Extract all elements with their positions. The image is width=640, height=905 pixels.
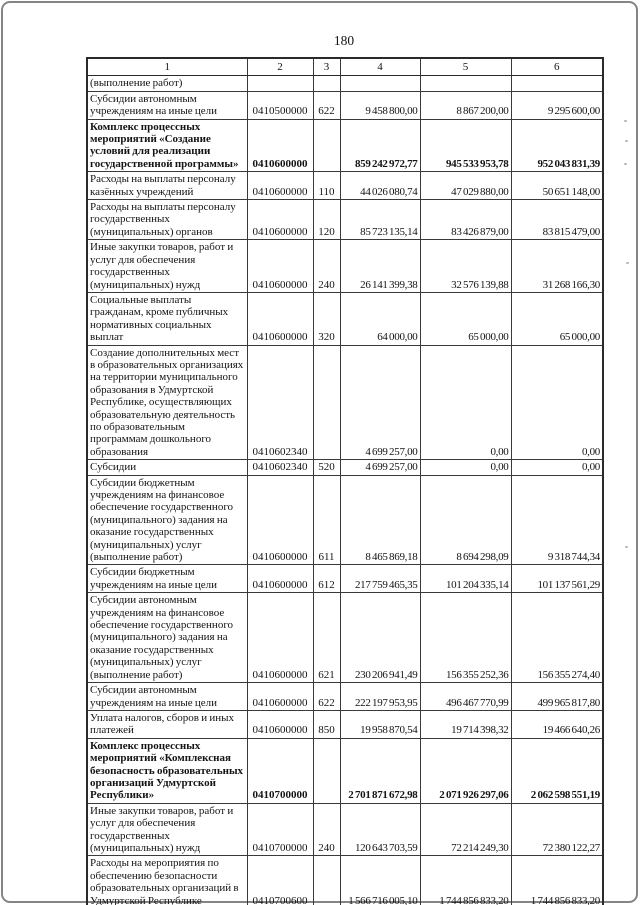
row-label: (выполнение работ) [87,76,247,91]
amount-col5 [420,76,511,91]
expense-type-code [313,76,340,91]
column-header-5: 5 [420,58,511,76]
expense-type-code: 120 [313,200,340,240]
amount-col5: 0,00 [420,460,511,475]
table-row [87,460,603,475]
row-label: Комплекс процессных мероприятий «Создание условий для реализации государственной программы» [87,119,247,172]
table-row [87,475,603,565]
row-label: Субсидии [87,460,247,475]
row-label: Комплекс процессных мероприятий «Комплексная безопасность образовательных организаций Удмуртской Республики» [87,738,247,803]
table-row [87,738,603,803]
amount-col5: 47 029 880,00 [420,172,511,200]
target-code: 0410600000 [247,683,313,711]
target-code: 0410600000 [247,119,313,172]
amount-col4: 120 643 703,59 [340,803,420,856]
scan-artifact [626,262,629,264]
amount-col6: 156 355 274,40 [511,593,603,683]
budget-table [86,57,604,905]
amount-col5: 2 071 926 297,06 [420,738,511,803]
expense-type-code: 622 [313,91,340,119]
amount-col4: 64 000,00 [340,292,420,345]
amount-col6: 0,00 [511,460,603,475]
row-label: Создание дополнительных мест в образовательных организациях на территории муниципального образования в Удмуртской Республике, осуществляющих образовательную деятельность по образовательным программам дошкольного образования [87,345,247,460]
table-header-row [87,58,603,76]
amount-col4 [340,76,420,91]
amount-col4: 19 958 870,54 [340,710,420,738]
amount-col4: 222 197 953,95 [340,683,420,711]
target-code: 0410600000 [247,593,313,683]
amount-col6: 9 318 744,34 [511,475,603,565]
target-code: 0410600000 [247,475,313,565]
table-row [87,172,603,200]
amount-col6: 1 744 856 833,20 [511,856,603,905]
table-row [87,119,603,172]
row-label: Субсидии автономным учреждениям на финансовое обеспечение государственного (муниципального) задания на оказание государственных (муниципальных) услуг (выполнение работ) [87,593,247,683]
amount-col6 [511,76,603,91]
target-code: 0410600000 [247,565,313,593]
row-label: Иные закупки товаров, работ и услуг для обеспечения государственных (муниципальных) нужд [87,803,247,856]
table-row [87,856,603,905]
amount-col5: 8 694 298,09 [420,475,511,565]
row-label: Расходы на мероприятия по обеспечению безопасности образовательных организаций в Удмуртской Республике [87,856,247,905]
amount-col5: 72 214 249,30 [420,803,511,856]
amount-col6: 72 380 122,27 [511,803,603,856]
column-header-3: 3 [313,58,340,76]
amount-col4: 85 723 135,14 [340,200,420,240]
row-label: Субсидии автономным учреждениям на иные цели [87,683,247,711]
amount-col6: 31 268 166,30 [511,240,603,293]
amount-col4: 217 759 465,35 [340,565,420,593]
target-code: 0410700000 [247,738,313,803]
target-code: 0410700000 [247,803,313,856]
target-code: 0410600000 [247,710,313,738]
amount-col4: 26 141 399,38 [340,240,420,293]
target-code: 0410600000 [247,200,313,240]
amount-col6: 9 295 600,00 [511,91,603,119]
table-row [87,710,603,738]
table-row [87,292,603,345]
column-header-6: 6 [511,58,603,76]
table-row [87,565,603,593]
target-code: 0410500000 [247,91,313,119]
amount-col5: 0,00 [420,345,511,460]
target-code: 0410600000 [247,240,313,293]
amount-col4: 4 699 257,00 [340,460,420,475]
amount-col5: 8 867 200,00 [420,91,511,119]
table-row [87,593,603,683]
expense-type-code [313,856,340,905]
expense-type-code: 612 [313,565,340,593]
amount-col4: 859 242 972,77 [340,119,420,172]
amount-col4: 8 465 869,18 [340,475,420,565]
amount-col4: 4 699 257,00 [340,345,420,460]
table-row [87,345,603,460]
amount-col4: 9 458 800,00 [340,91,420,119]
scan-artifact [624,163,627,165]
table-body [87,76,603,905]
expense-type-code [313,345,340,460]
expense-type-code [313,119,340,172]
target-code: 0410600000 [247,292,313,345]
row-label: Уплата налогов, сборов и иных платежей [87,710,247,738]
expense-type-code: 622 [313,683,340,711]
amount-col6: 2 062 598 551,19 [511,738,603,803]
amount-col5: 1 744 856 833,20 [420,856,511,905]
table-header [87,58,603,76]
column-header-4: 4 [340,58,420,76]
scan-artifact [625,546,628,548]
row-label: Расходы на выплаты персоналу государственных (муниципальных) органов [87,200,247,240]
row-label: Субсидии бюджетным учреждениям на иные цели [87,565,247,593]
amount-col4: 2 701 871 672,98 [340,738,420,803]
table-row [87,76,603,91]
amount-col6: 50 651 148,00 [511,172,603,200]
amount-col5: 101 204 335,14 [420,565,511,593]
column-header-1: 1 [87,58,247,76]
target-code [247,76,313,91]
amount-col4: 1 566 716 005,10 [340,856,420,905]
table-row [87,200,603,240]
column-header-2: 2 [247,58,313,76]
expense-type-code: 611 [313,475,340,565]
amount-col5: 19 714 398,32 [420,710,511,738]
table-row [87,803,603,856]
amount-col6: 19 466 640,26 [511,710,603,738]
target-code: 0410700600 [247,856,313,905]
target-code: 0410602340 [247,345,313,460]
amount-col4: 44 026 080,74 [340,172,420,200]
expense-type-code: 320 [313,292,340,345]
table-row [87,240,603,293]
amount-col6: 952 043 831,39 [511,119,603,172]
amount-col6: 83 815 479,00 [511,200,603,240]
table-row [87,683,603,711]
scan-artifact [625,140,628,142]
scan-artifact [624,120,627,122]
amount-col5: 496 467 770,99 [420,683,511,711]
amount-col5: 32 576 139,88 [420,240,511,293]
expense-type-code: 110 [313,172,340,200]
expense-type-code: 240 [313,240,340,293]
amount-col5: 83 426 879,00 [420,200,511,240]
expense-type-code: 850 [313,710,340,738]
amount-col6: 0,00 [511,345,603,460]
amount-col5: 945 533 953,78 [420,119,511,172]
row-label: Субсидии автономным учреждениям на иные цели [87,91,247,119]
page-number: 180 [333,33,355,48]
expense-type-code [313,738,340,803]
expense-type-code: 621 [313,593,340,683]
row-label: Расходы на выплаты персоналу казённых учреждений [87,172,247,200]
amount-col5: 65 000,00 [420,292,511,345]
row-label: Субсидии бюджетным учреждениям на финансовое обеспечение государственного (муниципального) задания на оказание государственных (муниципальных) услуг (выполнение работ) [87,475,247,565]
amount-col4: 230 206 941,49 [340,593,420,683]
target-code: 0410602340 [247,460,313,475]
amount-col6: 499 965 817,80 [511,683,603,711]
expense-type-code: 240 [313,803,340,856]
table-row [87,91,603,119]
amount-col6: 65 000,00 [511,292,603,345]
target-code: 0410600000 [247,172,313,200]
amount-col6: 101 137 561,29 [511,565,603,593]
row-label: Социальные выплаты гражданам, кроме публичных нормативных социальных выплат [87,292,247,345]
expense-type-code: 520 [313,460,340,475]
row-label: Иные закупки товаров, работ и услуг для обеспечения государственных (муниципальных) нужд [87,240,247,293]
amount-col5: 156 355 252,36 [420,593,511,683]
